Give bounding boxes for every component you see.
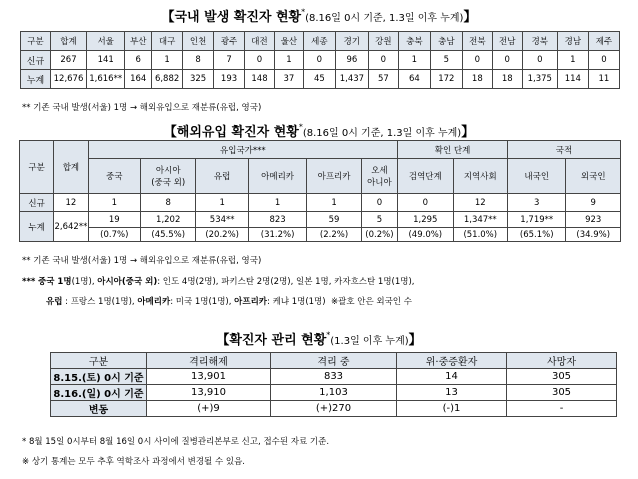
domestic-title-text: 【국내 발생 확진자 현황 — [161, 10, 302, 25]
imported-cum-cell: 534** — [196, 212, 248, 228]
domestic-table — [20, 31, 620, 89]
imported-new-cell: 1 — [196, 194, 248, 212]
management-title-close: 】 — [408, 333, 422, 348]
management-row-label: 8.16.(일) 0시 기준 — [51, 385, 147, 401]
domestic-value-cell: 0 — [245, 51, 275, 70]
management-row-label: 변동 — [51, 401, 147, 417]
imported-cum-cell: 1,347** — [453, 212, 507, 228]
imported-group-stage: 확인 단계 — [398, 141, 508, 159]
domestic-value-cell: 6 — [125, 51, 152, 70]
imported-table — [19, 140, 621, 242]
imported-sub-community: 지역사회 — [453, 159, 507, 194]
imported-footnote-2 — [22, 275, 415, 287]
imported-fn2-china-rest: (1명), — [71, 277, 95, 287]
imported-cum-label: 누계 — [20, 212, 54, 242]
domestic-header-cell: 서울 — [87, 32, 125, 51]
management-header-cell: 사망자 — [507, 353, 617, 369]
imported-sub-foreign: 외국인 — [566, 159, 621, 194]
imported-sub-china: 중국 — [88, 159, 140, 194]
domestic-header-cell: 광주 — [214, 32, 245, 51]
domestic-value-cell: 172 — [430, 70, 462, 89]
imported-fn3-africa: 아프리카 — [234, 297, 268, 307]
domestic-row-new — [21, 51, 620, 70]
domestic-value-cell: 141 — [87, 51, 125, 70]
imported-pct-cell: (0.7%) — [88, 228, 140, 242]
domestic-header-cell: 인천 — [183, 32, 214, 51]
imported-sub-asia — [140, 159, 195, 194]
domestic-header-cell: 제주 — [588, 32, 619, 51]
domestic-value-cell: 18 — [492, 70, 522, 89]
domestic-header-cell: 경기 — [335, 32, 368, 51]
domestic-value-cell: 148 — [245, 70, 275, 89]
domestic-row-label: 누계 — [21, 70, 51, 89]
imported-new-cell: 9 — [566, 194, 621, 212]
domestic-value-cell: 57 — [368, 70, 398, 89]
imported-fn3-america: 아메리카 — [137, 297, 171, 307]
domestic-header-cell: 경북 — [522, 32, 557, 51]
domestic-value-cell: 11 — [588, 70, 619, 89]
management-row-label: 8.15.(토) 0시 기준 — [51, 369, 147, 385]
imported-fn3-europe-rest: : 프랑스 1명(1명), — [65, 297, 135, 307]
management-value-cell: 13,901 — [147, 369, 271, 385]
management-footnote-2: ※ 상기 통계는 모두 추후 역학조사 과정에서 변경될 수 있음. — [22, 457, 245, 467]
management-value-cell: - — [507, 401, 617, 417]
domestic-footnote: ** 기존 국내 발생(서울) 1명 → 해외유입으로 재분류(유럽, 영국) — [22, 103, 262, 113]
management-table — [50, 352, 617, 417]
domestic-value-cell: 164 — [125, 70, 152, 89]
domestic-header-cell: 대구 — [152, 32, 183, 51]
domestic-header-cell: 세종 — [303, 32, 335, 51]
domestic-header-cell: 합계 — [50, 32, 86, 51]
imported-new-label: 신규 — [20, 194, 54, 212]
imported-cum-total: 2,642** — [54, 212, 88, 242]
imported-sub-africa: 아프리카 — [307, 159, 361, 194]
domestic-row-cumulative — [21, 70, 620, 89]
domestic-value-cell: 325 — [183, 70, 214, 89]
imported-cum-cell: 1,719** — [507, 212, 565, 228]
imported-sub-oceania — [361, 159, 397, 194]
imported-row-cumulative — [20, 212, 621, 228]
domestic-header-cell: 부산 — [125, 32, 152, 51]
imported-col-gubun: 구분 — [20, 141, 54, 194]
imported-new-cell: 12 — [453, 194, 507, 212]
domestic-title-sup: * — [301, 7, 306, 17]
domestic-value-cell: 96 — [335, 51, 368, 70]
imported-pct-cell: (34.9%) — [566, 228, 621, 242]
imported-fn3-europe: 유럽 — [46, 297, 63, 307]
imported-fn2-star: *** — [22, 277, 36, 287]
imported-fn2-asia-rest: : 인도 4명(2명), 파키스탄 2명(2명), 일본 1명, 카자흐스탄 1명(1명), — [157, 277, 415, 287]
imported-footnote-1: ** 기존 국내 발생(서울) 1명 → 해외유입으로 재분류(유럽, 영국) — [22, 256, 262, 266]
imported-cum-cell: 823 — [248, 212, 306, 228]
domestic-value-cell: 1,616** — [87, 70, 125, 89]
domestic-header-cell: 전북 — [462, 32, 492, 51]
management-value-cell: (+)9 — [147, 401, 271, 417]
imported-title-sup: * — [298, 122, 303, 132]
management-header-cell: 격리해제 — [147, 353, 271, 369]
imported-fn2-asia: 아시아(중국 외) — [97, 277, 158, 287]
imported-footnote-3 — [46, 295, 412, 307]
management-value-cell: (+)270 — [271, 401, 397, 417]
management-value-cell: 14 — [397, 369, 507, 385]
domestic-value-cell: 0 — [303, 51, 335, 70]
imported-new-cell: 1 — [248, 194, 306, 212]
domestic-header-cell: 강원 — [368, 32, 398, 51]
imported-sub-europe: 유럽 — [196, 159, 248, 194]
domestic-value-cell: 1,437 — [335, 70, 368, 89]
imported-col-total: 합계 — [54, 141, 88, 194]
imported-pct-cell: (51.0%) — [453, 228, 507, 242]
domestic-value-cell: 193 — [214, 70, 245, 89]
imported-sub-asia-label: 아시아 — [155, 166, 181, 176]
domestic-header-cell: 전남 — [492, 32, 522, 51]
management-header-cell: 위·중증환자 — [397, 353, 507, 369]
imported-new-total: 12 — [54, 194, 88, 212]
management-value-cell: 305 — [507, 369, 617, 385]
imported-sub-asia-note: (중국 외) — [151, 178, 186, 188]
domestic-value-cell: 1 — [398, 51, 430, 70]
imported-group-header-row — [20, 141, 621, 159]
imported-title-close: 】 — [461, 125, 475, 140]
imported-cum-cell: 1,295 — [398, 212, 453, 228]
management-row-0816 — [51, 385, 617, 401]
imported-pct-cell: (2.2%) — [307, 228, 361, 242]
imported-pct-cell: (45.5%) — [140, 228, 195, 242]
management-header-cell: 격리 중 — [271, 353, 397, 369]
domestic-value-cell: 0 — [462, 51, 492, 70]
domestic-value-cell: 64 — [398, 70, 430, 89]
management-header-cell: 구분 — [51, 353, 147, 369]
imported-new-cell: 8 — [140, 194, 195, 212]
imported-new-cell: 1 — [307, 194, 361, 212]
domestic-row-label: 신규 — [21, 51, 51, 70]
management-value-cell: (-)1 — [397, 401, 507, 417]
domestic-header-cell: 경남 — [557, 32, 588, 51]
domestic-value-cell: 1 — [152, 51, 183, 70]
domestic-header-cell: 울산 — [274, 32, 303, 51]
imported-cum-cell: 5 — [361, 212, 397, 228]
management-value-cell: 1,103 — [271, 385, 397, 401]
imported-new-cell: 0 — [361, 194, 397, 212]
domestic-title-close: 】 — [463, 10, 477, 25]
domestic-value-cell: 0 — [492, 51, 522, 70]
domestic-value-cell: 6,882 — [152, 70, 183, 89]
domestic-value-cell: 1 — [274, 51, 303, 70]
imported-pct-cell: (49.0%) — [398, 228, 453, 242]
management-title-note: (1.3일 이후 누계) — [330, 336, 409, 347]
domestic-header-row — [21, 32, 620, 51]
imported-row-percent — [20, 228, 621, 242]
imported-new-cell: 3 — [507, 194, 565, 212]
imported-group-nationality: 국적 — [507, 141, 620, 159]
domestic-value-cell: 7 — [214, 51, 245, 70]
domestic-value-cell: 0 — [588, 51, 619, 70]
domestic-header-cell: 충남 — [430, 32, 462, 51]
imported-sub-america: 아메리카 — [248, 159, 306, 194]
imported-pct-cell: (65.1%) — [507, 228, 565, 242]
domestic-value-cell: 0 — [522, 51, 557, 70]
imported-title-note: (8.16일 0시 기준, 1.3일 이후 누계) — [302, 128, 462, 139]
domestic-value-cell: 45 — [303, 70, 335, 89]
imported-cum-cell: 59 — [307, 212, 361, 228]
domestic-header-cell: 대전 — [245, 32, 275, 51]
imported-new-cell: 1 — [88, 194, 140, 212]
domestic-value-cell: 114 — [557, 70, 588, 89]
domestic-value-cell: 267 — [50, 51, 86, 70]
imported-new-cell: 0 — [398, 194, 453, 212]
management-title — [0, 329, 638, 348]
management-title-sup: * — [326, 330, 331, 340]
imported-sub-oceania-label: 오세 — [371, 166, 388, 176]
imported-pct-cell: (31.2%) — [248, 228, 306, 242]
management-value-cell: 13,910 — [147, 385, 271, 401]
imported-cum-cell: 1,202 — [140, 212, 195, 228]
management-value-cell: 833 — [271, 369, 397, 385]
imported-cum-cell: 19 — [88, 212, 140, 228]
management-value-cell: 13 — [397, 385, 507, 401]
domestic-value-cell: 5 — [430, 51, 462, 70]
imported-fn2-china: 중국 1명 — [38, 277, 72, 287]
management-row-0815 — [51, 369, 617, 385]
management-header-row — [51, 353, 617, 369]
management-footnote-1: * 8월 15일 0시부터 8월 16일 0시 사이에 질병관리본부로 신고, 접수된 자료 기준. — [22, 437, 330, 447]
domestic-title-note: (8.16일 0시 기준, 1.3일 이후 누계) — [305, 13, 464, 24]
domestic-value-cell: 1 — [557, 51, 588, 70]
management-value-cell: 305 — [507, 385, 617, 401]
domestic-value-cell: 0 — [368, 51, 398, 70]
imported-title-text: 【해외유입 확진자 현황 — [163, 125, 299, 140]
imported-fn3-america-rest: : 미국 1명(1명), — [170, 297, 232, 307]
imported-row-new — [20, 194, 621, 212]
domestic-value-cell: 12,676 — [50, 70, 86, 89]
domestic-header-cell: 충북 — [398, 32, 430, 51]
imported-title — [0, 121, 638, 140]
imported-pct-cell: (20.2%) — [196, 228, 248, 242]
management-title-text: 【확진자 관리 현황 — [216, 333, 327, 348]
domestic-value-cell: 1,375 — [522, 70, 557, 89]
imported-fn3-note: ※괄호 안은 외국인 수 — [330, 297, 412, 307]
domestic-title — [0, 6, 638, 25]
imported-sub-quarantine: 검역단계 — [398, 159, 453, 194]
imported-cum-cell: 923 — [566, 212, 621, 228]
domestic-header-cell: 구분 — [21, 32, 51, 51]
imported-group-country: 유입국가*** — [88, 141, 398, 159]
imported-pct-cell: (0.2%) — [361, 228, 397, 242]
domestic-value-cell: 8 — [183, 51, 214, 70]
imported-fn3-africa-rest: : 케냐 1명(1명) — [267, 297, 326, 307]
imported-sub-korean: 내국인 — [507, 159, 565, 194]
domestic-value-cell: 18 — [462, 70, 492, 89]
imported-sub-oceania-note: 아니아 — [367, 178, 392, 188]
imported-sub-header-row — [20, 159, 621, 194]
management-row-change — [51, 401, 617, 417]
domestic-value-cell: 37 — [274, 70, 303, 89]
